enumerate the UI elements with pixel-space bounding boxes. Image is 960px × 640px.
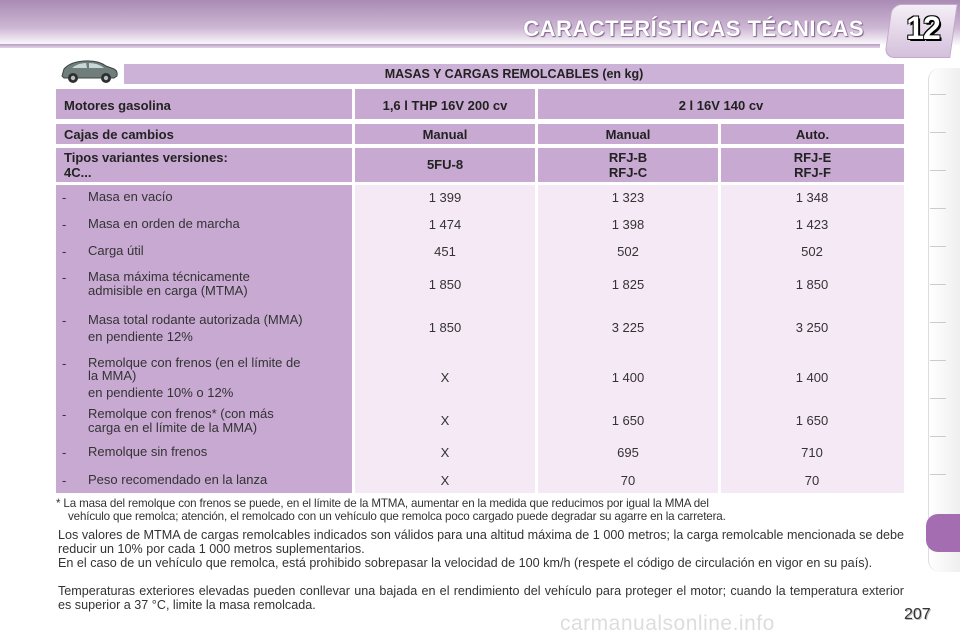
variants-label-line1: Tipos variantes versiones:: [64, 150, 228, 165]
gearbox-2: Manual: [538, 124, 718, 144]
row-value: 1 348: [795, 190, 829, 205]
car-icon: [56, 56, 120, 86]
row-label: en pendiente 10% o 12%: [88, 385, 234, 400]
row-value: 70: [620, 473, 636, 488]
side-tab-divider: [930, 436, 946, 437]
table-title: MASAS Y CARGAS REMOLCABLES (en kg): [124, 64, 904, 84]
row-label: Remolque sin frenos: [88, 444, 208, 459]
side-tab-divider: [930, 170, 946, 171]
row-dash: -: [62, 313, 67, 328]
row-value: 1 323: [611, 190, 645, 205]
engine-2: 2 l 16V 140 cv: [538, 89, 904, 119]
row-value: 1 650: [611, 413, 645, 428]
side-tab-divider: [930, 360, 946, 361]
row-value: 1 423: [795, 217, 829, 232]
row-value: 502: [617, 244, 639, 259]
row-value: 1 850: [428, 277, 462, 292]
row-label: la MMA): [88, 368, 137, 383]
engine-label: Motores gasolina: [56, 89, 352, 119]
paragraph: En el caso de un vehículo que remolca, está prohibido sobrepasar la velocidad de 100 km/h (respete el código de circulación en vigor en su país).: [58, 556, 873, 570]
side-tab-active[interactable]: [926, 514, 960, 552]
row-value: 502: [801, 244, 823, 259]
row-value: 70: [804, 473, 820, 488]
side-tab-divider: [930, 208, 946, 209]
row-value: 695: [617, 445, 639, 460]
variant-3: [721, 148, 904, 182]
row-value: 710: [801, 445, 823, 460]
row-dash: -: [62, 407, 67, 422]
row-dash: -: [62, 445, 67, 460]
variant-3-line2: RFJ-F: [794, 165, 831, 180]
watermark: carmanualsonline.info: [560, 612, 775, 635]
row-dash: -: [62, 190, 67, 205]
footnote-line2: vehículo que remolca; atención, el remolcado con un vehículo que remolca poco cargado puede degradar su agarre en la carretera.: [68, 510, 726, 523]
row-label: Masa en orden de marcha: [88, 216, 240, 231]
row-value: 1 850: [795, 277, 829, 292]
row-label: en pendiente 12%: [88, 329, 193, 344]
variants-label-line2: 4C...: [64, 165, 92, 180]
side-tab-divider: [930, 246, 946, 247]
row-value: X: [440, 445, 450, 460]
row-value: X: [440, 473, 450, 488]
row-dash: -: [62, 244, 67, 259]
row-dash: -: [62, 270, 67, 285]
row-label: Masa máxima técnicamente: [88, 269, 250, 284]
row-value: 1 400: [795, 370, 829, 385]
row-label: Remolque con frenos (en el límite de: [88, 355, 301, 370]
side-tab-divider: [930, 322, 946, 323]
row-value: X: [440, 413, 450, 428]
row-value: 451: [434, 244, 456, 259]
side-tab-divider: [930, 398, 946, 399]
side-tab-divider: [930, 94, 946, 95]
chapter-number: 12: [906, 10, 940, 46]
row-value: 1 650: [795, 413, 829, 428]
side-tab-divider: [930, 284, 946, 285]
row-label: Carga útil: [88, 243, 144, 258]
variant-3-line1: RFJ-E: [793, 150, 832, 165]
row-label: admisible en carga (MTMA): [88, 283, 248, 298]
row-label: Peso recomendado en la lanza: [88, 472, 268, 487]
row-label: carga en el límite de la MMA): [88, 420, 258, 435]
page-number: 207: [904, 606, 931, 623]
variant-2: [538, 148, 718, 182]
row-dash: -: [62, 217, 67, 232]
side-tab-divider: [930, 474, 946, 475]
gearbox-label: Cajas de cambios: [56, 124, 352, 144]
footnote-line1: * La masa del remolque con frenos se puede, en el límite de la MTMA, aumentar en la medida que reducimos por igual la MMA del: [56, 497, 709, 510]
row-value: 1 825: [611, 277, 645, 292]
engine-1: 1,6 l THP 16V 200 cv: [355, 89, 535, 119]
paragraph: Temperaturas exteriores elevadas pueden conllevar una bajada en el rendimiento del vehículo para proteger el motor; cuando la temperatura exterior es superior a 37 °C, limite la masa remolcada.: [58, 584, 904, 612]
page-title: CARACTERÍSTICAS TÉCNICAS: [523, 16, 864, 41]
row-value: 1 850: [428, 320, 462, 335]
variant-2-line2: RFJ-C: [608, 165, 648, 180]
row-dash: -: [62, 356, 67, 371]
row-label: Masa total rodante autorizada (MMA): [88, 312, 303, 327]
paragraph: Los valores de MTMA de cargas remolcables indicados son válidos para una altitud máxima de 1 000 metros; la carga remolcable mencionada se debe reducir un 10% por cada 1 000 metros suplementarios.: [58, 528, 904, 556]
row-value: 3 225: [611, 320, 645, 335]
chapter-side-tabs[interactable]: [928, 68, 960, 572]
header-line: [0, 44, 880, 48]
row-dash: -: [62, 473, 67, 488]
row-value: 1 399: [428, 190, 462, 205]
variant-2-line1: RFJ-B: [608, 150, 648, 165]
variant-1: 5FU-8: [355, 148, 535, 182]
gearbox-3: Auto.: [721, 124, 904, 144]
row-value: 1 398: [611, 217, 645, 232]
row-value: 3 250: [795, 320, 829, 335]
row-label: Remolque con frenos* (con más: [88, 406, 274, 421]
row-value: X: [440, 370, 450, 385]
variants-label: [56, 148, 352, 182]
side-tab-divider: [930, 132, 946, 133]
row-value: 1 400: [611, 370, 645, 385]
row-label: Masa en vacío: [88, 189, 173, 204]
gearbox-1: Manual: [355, 124, 535, 144]
row-value: 1 474: [428, 217, 462, 232]
